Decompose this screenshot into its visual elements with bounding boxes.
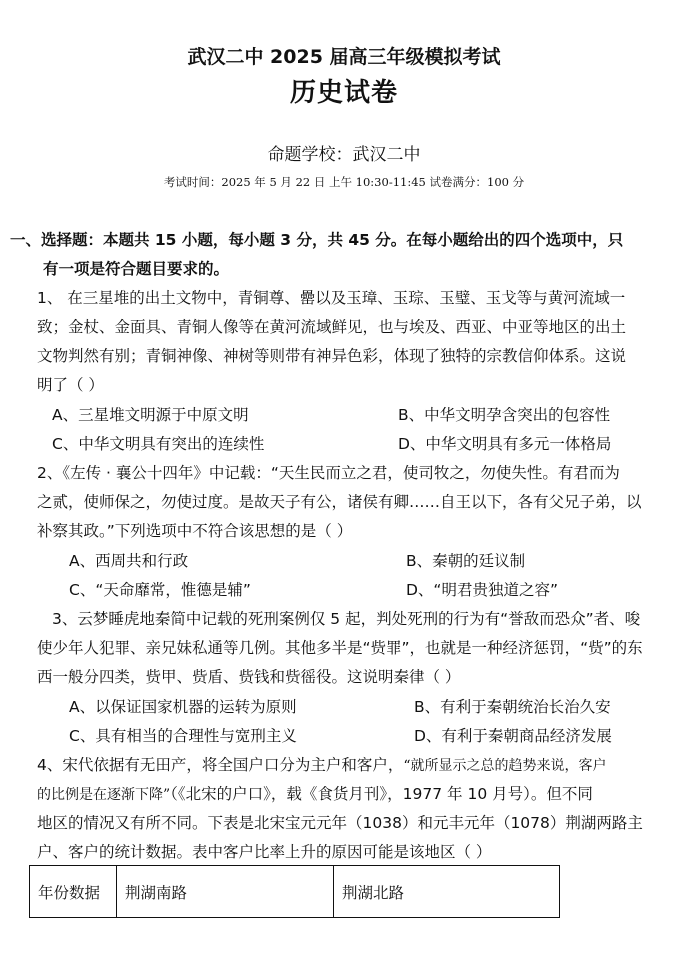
table-header-cell: 荆湖北路 bbox=[334, 866, 560, 918]
section-instructions-line1: 一、选择题：本题共 15 小题，每小题 3 分，共 45 分。在每小题给出的四个选项中，只 bbox=[10, 231, 624, 249]
exam-meta: 考试时间：2025 年 5 月 22 日 上午 10:30-11:45 试卷满分：100 分 bbox=[163, 175, 525, 189]
q3-option-a: A、以保证国家机器的运转为原则 bbox=[69, 698, 297, 716]
q3-line: 西一般分四类，赀甲、赀盾、赀钱和赀徭役。这说明秦律（ ） bbox=[37, 668, 461, 686]
school-line: 命题学校：武汉二中 bbox=[267, 145, 421, 165]
table-header-cell: 年份数据 bbox=[30, 866, 117, 918]
q4-line: 地区的情况又有所不同。下表是北宋宝元元年（1038）和元丰元年（1078）荆湖两路主 bbox=[37, 814, 643, 832]
q1-line: 明了（ ） bbox=[37, 376, 104, 394]
table-row bbox=[30, 866, 560, 918]
exam-title: 武汉二中 2025 届高三年级模拟考试 bbox=[187, 46, 501, 68]
q1-option-a: A、三星堆文明源于中原文明 bbox=[52, 406, 249, 424]
q4-line: 户、客户的统计数据。表中客户比率上升的原因可能是该地区（ ） bbox=[37, 843, 492, 861]
q1-option-b: B、中华文明孕含突出的包容性 bbox=[398, 406, 611, 424]
q3-option-b: B、有利于秦朝统治长治久安 bbox=[414, 698, 611, 716]
q4-citation: （《北宋的户口》，载《食货月刊》，1977 年 10 月号）。但不同 bbox=[170, 785, 593, 803]
q4-line bbox=[37, 784, 593, 805]
q2-option-b: B、秦朝的廷议制 bbox=[406, 552, 526, 570]
q1-line: 1、 在三星堆的出土文物中，青铜尊、罍以及玉璋、玉琮、玉璧、玉戈等与黄河流域一 bbox=[37, 289, 626, 307]
q2-line: 2、《左传 · 襄公十四年》中记载：“天生民而立之君，使司牧之，勿使失性。有君而为 bbox=[37, 464, 620, 482]
q4-quote: “就所显示之总的趋势来说，客户 bbox=[403, 758, 607, 774]
q4-line1-text: 4、宋代依据有无田产，将全国户口分为主户和客户， bbox=[37, 756, 404, 774]
q2-option-c: C、“天命靡常，惟德是辅” bbox=[69, 581, 251, 599]
table-header-cell: 荆湖南路 bbox=[117, 866, 334, 918]
q3-line: 使少年人犯罪、亲兄妹私通等几例。其他多半是“赀罪”，也就是一种经济惩罚，“赀”的东 bbox=[37, 639, 643, 657]
q1-line: 文物判然有别；青铜神像、神树等则带有神异色彩，体现了独特的宗教信仰体系。这说 bbox=[37, 347, 627, 365]
q3-line: 3、云梦睡虎地秦简中记载的死刑案例仅 5 起，判处死刑的行为有“誉敌而恐众”者、唆 bbox=[52, 610, 641, 628]
q1-line: 致；金杖、金面具、青铜人像等在黄河流域鲜见，也与埃及、西亚、中亚等地区的出土 bbox=[37, 318, 627, 336]
q3-option-c: C、具有相当的合理性与宽刑主义 bbox=[69, 727, 297, 745]
q1-option-c: C、中华文明具有突出的连续性 bbox=[52, 435, 265, 453]
section-instructions-line2: 有一项是符合题目要求的。 bbox=[43, 260, 230, 278]
q2-line: 补察其政。”下列选项中不符合该思想的是（ ） bbox=[37, 522, 353, 540]
subject-title: 历史试卷 bbox=[289, 78, 398, 108]
q1-option-d: D、中华文明具有多元一体格局 bbox=[398, 435, 612, 453]
q4-quote-end: 的比例是在逐渐下降” bbox=[37, 787, 171, 803]
q2-option-a: A、西周共和行政 bbox=[69, 552, 189, 570]
q4-line bbox=[37, 755, 607, 776]
data-table bbox=[29, 865, 560, 918]
q3-option-d: D、有利于秦朝商品经济发展 bbox=[414, 727, 612, 745]
q2-option-d: D、“明君贵独道之容” bbox=[406, 581, 558, 599]
q2-line: 之贰，使师保之，勿使过度。是故天子有公，诸侯有卿……自王以下，各有父兄子弟，以 bbox=[37, 493, 642, 511]
